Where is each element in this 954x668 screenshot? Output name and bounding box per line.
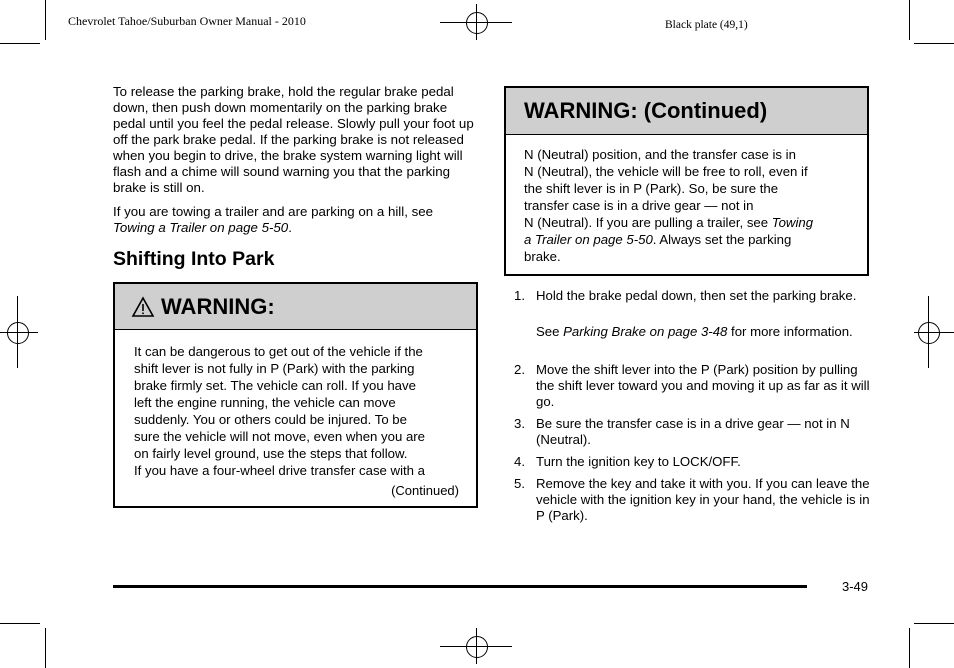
list-item: 3. Be sure the transfer case is in a drive gear — not in N (Neutral). [514, 416, 850, 447]
warning-continued-box [504, 86, 869, 276]
paragraph: To release the parking brake, hold the regular brake pedal down, then push down momentarily on the parking brake pedal until you feel the pedal release. Slowly pull your foot up off the park brake pedal. If the parking brake is not released when you begin to drive, the brake system warning light will flash and a chime will sound warning you that the parking brake is still on. [113, 84, 474, 195]
section-heading: Shifting Into Park [113, 248, 275, 270]
warning-box [113, 282, 478, 508]
crop-mark [0, 623, 40, 624]
left-column [113, 84, 475, 236]
running-header: Chevrolet Tahoe/Suburban Owner Manual - 2010 [68, 14, 306, 28]
cross-reference-link[interactable]: Towing a Trailer on page 5-50 [113, 220, 289, 235]
list-item-note: See Parking Brake on page 3-48 for more information. [536, 324, 853, 339]
crop-mark [45, 628, 46, 668]
crop-mark [914, 43, 954, 44]
warning-body: It can be dangerous to get out of the vehicle if the shift lever is not fully in P (Park) with the parking brake firmly set. The vehicle can roll. If you have left the engine running, the vehicle can move suddenly. You or others could be injured. To be sure the vehicle will not move, even when you are on fairly level ground, use the steps that follow. If you have a four-wheel drive transfer case with a [134, 344, 426, 478]
crop-mark [909, 0, 910, 40]
list-item: 2. Move the shift lever into the P (Park) position by pulling the shift lever toward you and moving it up as far as it will go. [514, 362, 870, 409]
crop-mark [914, 623, 954, 624]
list-item: 1. Hold the brake pedal down, then set the parking brake. [514, 288, 857, 303]
paragraph: If you are towing a trailer and are parking on a hill, see Towing a Trailer on page 5-50. [113, 204, 434, 235]
plate-info: Black plate (49,1) [665, 19, 748, 31]
crop-mark [909, 628, 910, 668]
continued-label: (Continued) [391, 483, 459, 498]
cross-reference-link[interactable]: Towing [771, 215, 814, 230]
page-number: 3-49 [842, 579, 869, 594]
crop-mark [45, 0, 46, 40]
warning-triangle-icon [131, 296, 155, 318]
list-item: 5. Remove the key and take it with you. If you can leave the vehicle with the ignition key in your hand, the vehicle is in P (Park). [514, 476, 870, 523]
warning-title: WARNING: [161, 293, 275, 319]
warning-continued-body: N (Neutral) position, and the transfer case is in N (Neutral), the vehicle will be free to roll, even if the shift lever is in P (Park). So, be sure the transfer case is in a drive gear — not in N (Neutral). If you are pulling a trailer, see Towing a Trailer on page 5-50. Always set the parking brake. [524, 147, 814, 264]
warning-continued-title: WARNING: (Continued) [506, 88, 867, 135]
list-item: 4. Turn the ignition key to LOCK/OFF. [514, 454, 741, 469]
cross-reference-link[interactable]: a Trailer on page 5-50 [524, 232, 653, 247]
warning-header [115, 284, 476, 330]
footer-rule [113, 585, 807, 588]
cross-reference-link[interactable]: Parking Brake on page 3-48 [563, 324, 728, 339]
steps-list [514, 288, 874, 524]
crop-mark [0, 43, 40, 44]
